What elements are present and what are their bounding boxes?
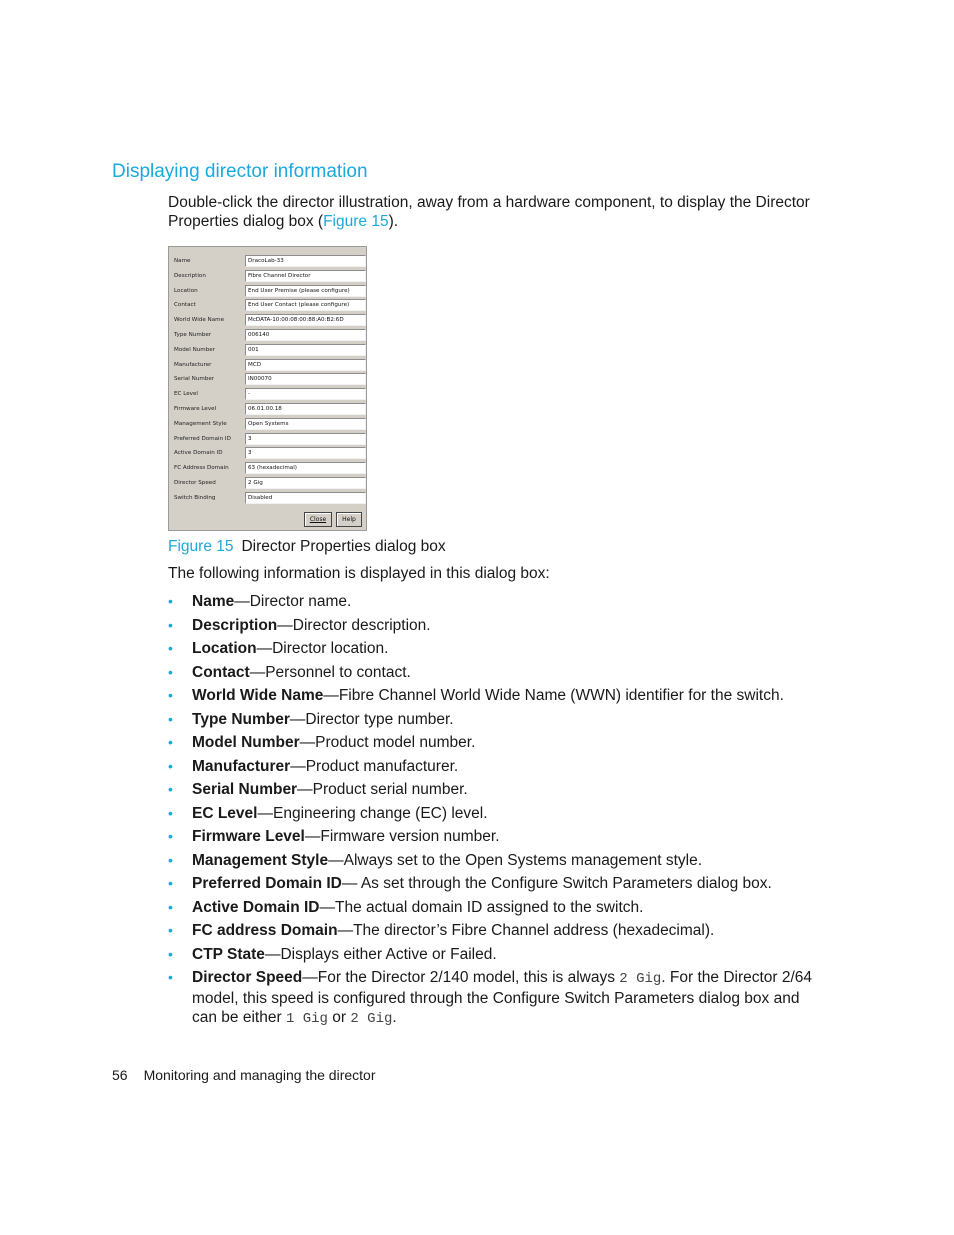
property-value-field[interactable]: IN00070 bbox=[245, 373, 366, 385]
property-label: EC Level bbox=[174, 391, 198, 398]
list-item bbox=[168, 804, 828, 828]
bullet-icon: • bbox=[168, 945, 173, 962]
property-label: Model Number bbox=[174, 346, 216, 353]
term: Name bbox=[192, 593, 235, 610]
list-item bbox=[168, 592, 828, 616]
bullet-icon: • bbox=[168, 663, 173, 680]
list-item bbox=[168, 945, 828, 969]
property-label: Preferred Domain ID bbox=[174, 435, 231, 442]
property-value-field[interactable]: 06.01.00.18 bbox=[245, 403, 366, 415]
definition: —Always set to the Open Systems management style. bbox=[328, 851, 702, 869]
property-row bbox=[173, 477, 364, 491]
property-value-field[interactable]: - bbox=[245, 388, 366, 400]
definition: —Product model number. bbox=[299, 734, 476, 751]
definition: —The actual domain ID assigned to the switch. bbox=[319, 898, 644, 916]
property-list bbox=[168, 592, 828, 1029]
footer-title: Monitoring and managing the director bbox=[143, 1067, 376, 1083]
term: Manufacturer bbox=[192, 757, 291, 775]
definition: —Director location. bbox=[256, 640, 389, 657]
property-value-field[interactable]: End User Contact (please configure) bbox=[245, 299, 366, 311]
bullet-icon: • bbox=[168, 757, 173, 774]
list-item bbox=[168, 757, 828, 781]
list-item bbox=[168, 780, 828, 804]
property-row bbox=[173, 373, 364, 387]
property-value-field[interactable]: McDATA-10:00:08:00:88:A0:B2:6D bbox=[245, 314, 366, 326]
property-row bbox=[173, 270, 364, 284]
definition: —Personnel to contact. bbox=[249, 663, 411, 681]
definition: —Product serial number. bbox=[297, 781, 468, 798]
property-row bbox=[173, 285, 364, 299]
page-number: 56 bbox=[112, 1067, 128, 1083]
list-item bbox=[168, 898, 828, 922]
property-row bbox=[173, 344, 364, 358]
bullet-icon: • bbox=[168, 851, 173, 868]
property-row bbox=[173, 329, 364, 343]
figure-caption bbox=[168, 538, 446, 556]
bullet-icon: • bbox=[168, 710, 173, 727]
definition: —The director’s Fibre Channel address (hexadecimal). bbox=[337, 922, 715, 939]
bullet-icon: • bbox=[168, 734, 173, 750]
definition: —Displays either Active or Failed. bbox=[264, 945, 497, 963]
property-row bbox=[173, 433, 364, 447]
list-item bbox=[168, 710, 828, 734]
property-label: Serial Number bbox=[174, 376, 215, 383]
code-value: 1 Gig bbox=[285, 1011, 328, 1027]
property-value-field[interactable]: 3 bbox=[245, 447, 366, 459]
property-value-field[interactable]: Disabled bbox=[245, 492, 366, 504]
property-label: Type Number bbox=[174, 332, 212, 338]
bullet-icon: • bbox=[168, 875, 173, 891]
help-button[interactable]: Help bbox=[336, 512, 362, 527]
list-item bbox=[168, 874, 828, 898]
property-row bbox=[173, 314, 364, 328]
definition: —Firmware version number. bbox=[304, 828, 500, 845]
property-label: Management Style bbox=[174, 420, 227, 427]
bullet-icon: • bbox=[168, 969, 173, 985]
list-item bbox=[168, 616, 828, 640]
list-item bbox=[168, 921, 828, 945]
definition: —Product manufacturer. bbox=[290, 757, 459, 775]
property-value-field[interactable]: 3 bbox=[245, 433, 366, 445]
property-label: Active Domain ID bbox=[174, 450, 223, 457]
property-label: Firmware Level bbox=[174, 406, 217, 412]
term: Active Domain ID bbox=[192, 898, 320, 916]
property-row bbox=[173, 462, 364, 476]
term: EC Level bbox=[192, 804, 258, 822]
definition: . For the Director 2/64 model, this speed is configured through the Configure Switch Parameters dialog box and can be either bbox=[192, 969, 813, 1026]
property-label: World Wide Name bbox=[174, 317, 225, 324]
intro-text-end: ). bbox=[388, 213, 399, 230]
term: Serial Number bbox=[192, 781, 298, 798]
property-label: Location bbox=[174, 287, 198, 294]
term: CTP State bbox=[192, 945, 265, 963]
property-row bbox=[173, 418, 364, 432]
term: Director Speed bbox=[192, 969, 303, 986]
property-value-field[interactable]: 63 (hexadecimal) bbox=[245, 462, 366, 474]
term: Preferred Domain ID bbox=[192, 875, 342, 892]
figure-title: Director Properties dialog box bbox=[241, 538, 446, 555]
bullet-icon: • bbox=[168, 898, 173, 915]
property-value-field[interactable]: 006140 bbox=[245, 329, 366, 341]
list-item bbox=[168, 663, 828, 687]
list-item bbox=[168, 733, 828, 757]
property-value-field[interactable]: DracoLab-33 bbox=[245, 255, 366, 267]
bullet-icon: • bbox=[168, 922, 173, 938]
property-label: Manufacturer bbox=[174, 361, 212, 368]
section-heading: Displaying director information bbox=[112, 161, 368, 182]
page-footer bbox=[112, 1067, 376, 1083]
intro-paragraph bbox=[168, 193, 818, 231]
figure-number: Figure 15 bbox=[168, 538, 234, 555]
bullet-icon: • bbox=[168, 640, 173, 656]
property-row bbox=[173, 359, 364, 373]
term: Management Style bbox=[192, 851, 329, 869]
property-row bbox=[173, 403, 364, 417]
property-label: Description bbox=[174, 272, 206, 279]
bullet-icon: • bbox=[168, 828, 173, 844]
bullet-icon: • bbox=[168, 687, 173, 703]
property-label: Name bbox=[174, 258, 191, 264]
term: Firmware Level bbox=[192, 828, 305, 845]
list-item bbox=[168, 827, 828, 851]
definition: — As set through the Configure Switch Parameters dialog box. bbox=[341, 875, 772, 892]
property-value-field[interactable]: 2 Gig bbox=[245, 477, 366, 489]
code-value: 2 Gig bbox=[619, 971, 662, 987]
term: Description bbox=[192, 616, 278, 634]
term: FC address Domain bbox=[192, 922, 338, 939]
term: Location bbox=[192, 640, 257, 657]
property-value-field[interactable]: End User Premise (please configure) bbox=[245, 285, 366, 297]
property-value-field[interactable]: MCD bbox=[245, 359, 366, 371]
list-item bbox=[168, 968, 828, 1029]
list-item bbox=[168, 639, 828, 663]
definition: . bbox=[392, 1009, 397, 1026]
definition: —Director type number. bbox=[289, 710, 454, 728]
property-value-field[interactable]: Fibre Channel Director bbox=[245, 270, 366, 282]
director-properties-dialog bbox=[168, 246, 367, 531]
bullet-icon: • bbox=[168, 616, 173, 633]
list-intro: The following information is displayed in this dialog box: bbox=[168, 565, 550, 582]
close-button[interactable] bbox=[304, 512, 332, 527]
definition: —Director description. bbox=[277, 616, 431, 634]
definition: —For the Director 2/140 model, this is always bbox=[302, 969, 620, 986]
property-row bbox=[173, 388, 364, 402]
definition: —Director name. bbox=[234, 593, 352, 610]
definition: —Fibre Channel World Wide Name (WWN) identifier for the switch. bbox=[323, 687, 784, 704]
property-row bbox=[173, 492, 364, 506]
definition: —Engineering change (EC) level. bbox=[257, 804, 488, 822]
code-value: 2 Gig bbox=[350, 1011, 393, 1027]
definition: or bbox=[327, 1009, 351, 1026]
property-row bbox=[173, 447, 364, 461]
property-label: Director Speed bbox=[174, 480, 216, 486]
term: Contact bbox=[192, 663, 250, 681]
property-row bbox=[173, 255, 364, 269]
term: World Wide Name bbox=[192, 687, 324, 704]
term: Type Number bbox=[192, 710, 290, 728]
list-item bbox=[168, 686, 828, 710]
term: Model Number bbox=[192, 734, 300, 751]
intro-text: Double-click the director illustration, away from a hardware component, to display the Director Properties dialog box ( bbox=[168, 194, 810, 230]
bullet-icon: • bbox=[168, 593, 173, 609]
list-item bbox=[168, 851, 828, 875]
bullet-icon: • bbox=[168, 804, 173, 821]
property-value-field[interactable]: 001 bbox=[245, 344, 366, 356]
bullet-icon: • bbox=[168, 781, 173, 797]
property-label: Switch Binding bbox=[174, 494, 216, 501]
property-label: Contact bbox=[174, 302, 196, 309]
property-value-field[interactable]: Open Systems bbox=[245, 418, 366, 430]
close-button-label: Close bbox=[309, 516, 327, 523]
property-row bbox=[173, 299, 364, 313]
property-label: FC Address Domain bbox=[174, 465, 229, 472]
figure-link[interactable]: Figure 15 bbox=[323, 213, 389, 230]
